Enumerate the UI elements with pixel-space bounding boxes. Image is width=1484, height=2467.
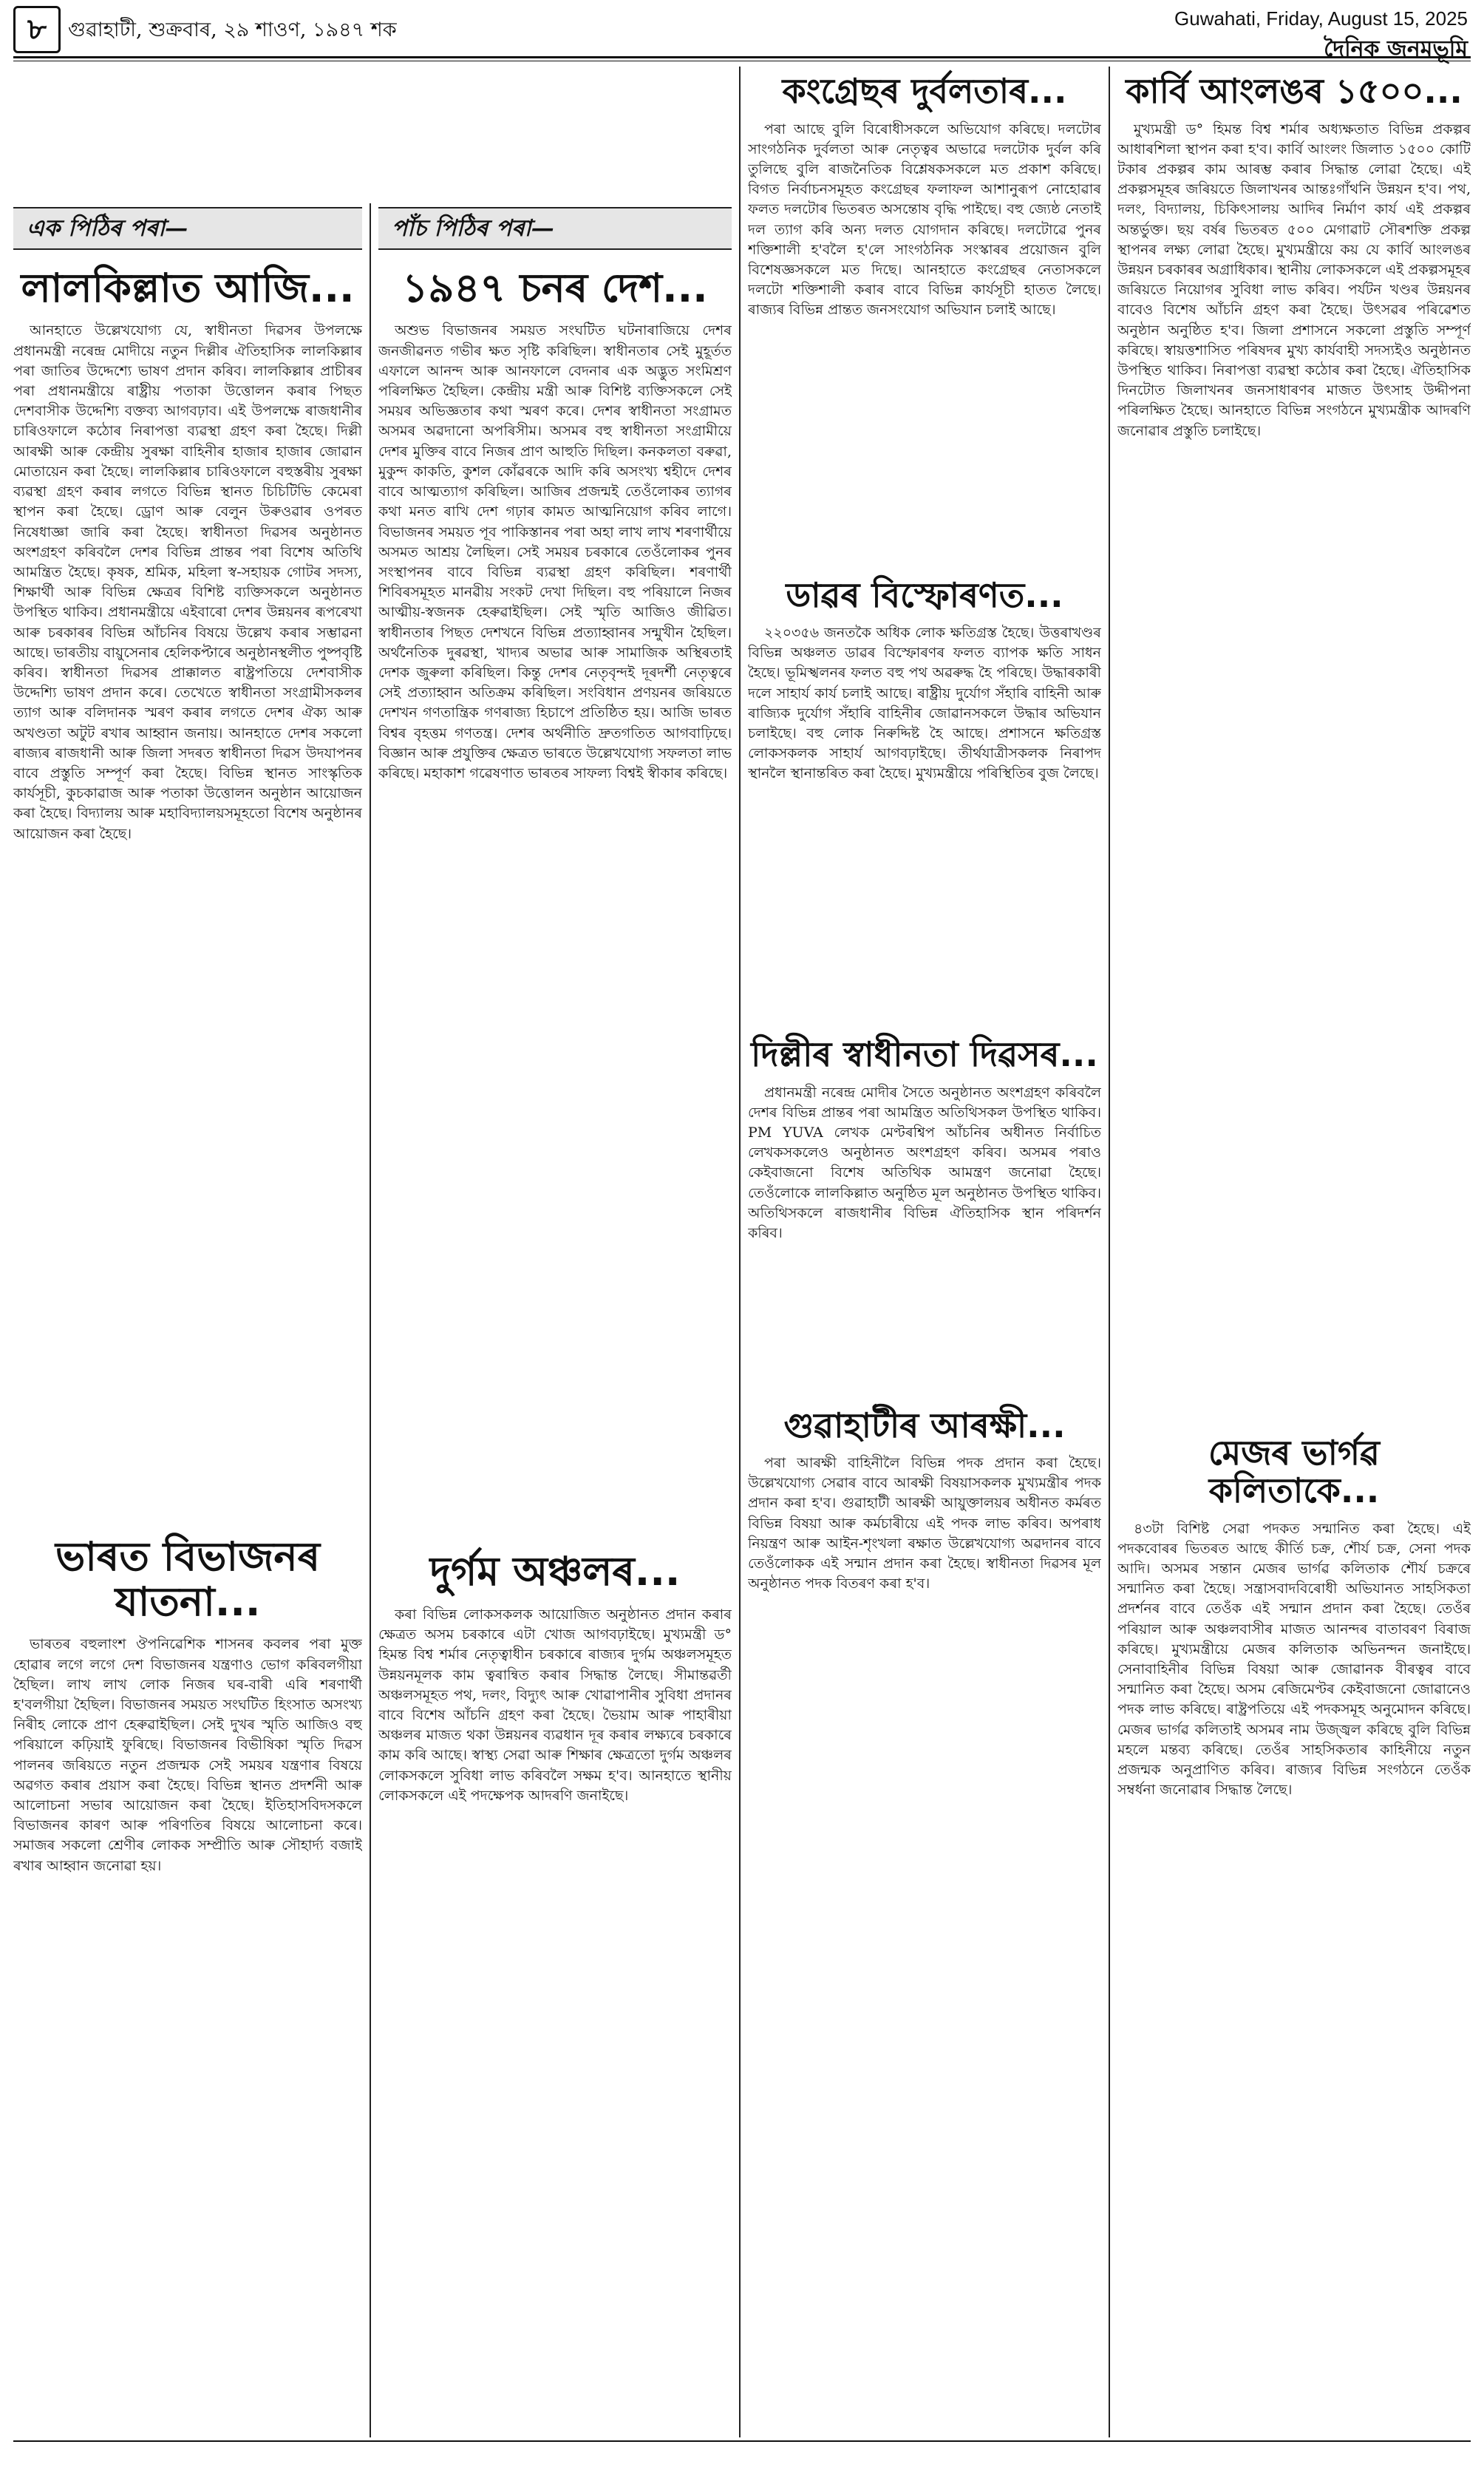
- headline-1947: ১৯৪৭ চনৰ দেশ...: [402, 265, 708, 311]
- headline-major-bhargav: মেজৰ ভাৰ্গৱ কলিতাকে...: [1208, 1432, 1380, 1511]
- column-3: [748, 67, 1101, 2432]
- column-rule-3: [1109, 67, 1110, 2437]
- article-guwahati-police: পৰা আৰক্ষী বাহিনীলৈ বিভিন্ন পদক প্ৰদান কৰা হৈছে। উল্লেখযোগ্য সেৱাৰ বাবে আৰক্ষী বিষয়াসকলক মুখ্যমন্ত্ৰীৰ পদক প্ৰদান কৰা হ'ব। গুৱাহাটী আৰক্ষী আয়ুক্তালয়ৰ অধীনত কৰ্মৰত বিভিন্ন বিষয়া আৰু কৰ্মচাৰীয়ে এই পদক লাভ কৰিব। অপৰাধ নিয়ন্ত্ৰণ আৰু আইন-শৃংখলা ৰক্ষাত উল্লেখযোগ্য অৱদানৰ বাবে তেওঁলোকক এই সন্মান প্ৰদান কৰা হৈছে। স্বাধীনতা দিৱসৰ মূল অনুষ্ঠানত পদক বিতৰণ কৰা হ'ব।: [748, 1455, 1101, 1592]
- column-2: [378, 67, 732, 2432]
- kicker-1: এক পিঠিৰ পৰা—: [13, 207, 362, 250]
- date-line: গুৱাহাটী, শুক্ৰবাৰ, ২৯ শাওণ, ১৯৪৭ শক: [68, 18, 397, 41]
- page-number: ৮: [13, 6, 61, 53]
- column-4: [1117, 67, 1471, 2432]
- article-1947: অশুভ বিভাজনৰ সময়ত সংঘটিত ঘটনাৰাজিয়ে দেশৰ জনজীৱনত গভীৰ ক্ষত সৃষ্টি কৰিছিল। স্বাধীনতাৰ সেই মুহূৰ্তত এফালে আনন্দ আৰু আনফালে বেদনাৰ এক অদ্ভুত সংমিশ্ৰণ পৰিলক্ষিত হৈছিল। কেন্দ্ৰীয় মন্ত্ৰী আৰু বিশিষ্ট ব্যক্তিসকলে সেই সময়ৰ অভিজ্ঞতাৰ কথা স্মৰণ কৰে। দেশৰ স্বাধীনতা সংগ্ৰামত অসমৰ অৱদানো অপৰিসীম। অসমৰ বহু স্বাধীনতা সংগ্ৰামীয়ে দেশৰ মুক্তিৰ বাবে নিজৰ প্ৰাণ আহুতি দিছিল। কনকলতা বৰুৱা, মুকুন্দ কাকতি, কুশল কোঁৱৰকে আদি কৰি অসংখ্য শ্বহীদে দেশৰ বাবে আত্মত্যাগ কৰিছিল। আজিৰ প্ৰজন্মই তেওঁলোকৰ ত্যাগৰ কথা মনত ৰাখি দেশ গঢ়াৰ কামত আত্মনিয়োগ কৰিব লাগে। বিভাজনৰ সময়ত পূব পাকিস্তানৰ পৰা অহা লাখ লাখ শৰণাৰ্থীয়ে অসমত আশ্ৰয় লৈছিল। সেই সময়ৰ চৰকাৰে তেওঁলোকৰ পুনৰ সংস্থাপনৰ বাবে বিভিন্ন ব্যৱস্থা গ্ৰহণ কৰিছিল। শৰণাৰ্থী শিবিৰসমূহত মানৱীয় সংকট দেখা দিছিল। বহু পৰিয়ালে নিজৰ আত্মীয়-স্বজনক হেৰুৱাইছিল। সেই স্মৃতি আজিও জীৱিত। স্বাধীনতাৰ পিছত দেশখনে বিভিন্ন প্ৰত্যাহ্বানৰ সন্মুখীন হৈছিল। অৰ্থনৈতিক দুৰৱস্থা, খাদ্যৰ অভাৱ আৰু সামাজিক অস্থিৰতাই দেশক জুৰুলা কৰিছিল। কিন্তু দেশৰ নেতৃবৃন্দই দূৰদৰ্শী নেতৃত্বৰে সেই প্ৰত্যাহ্বান অতিক্ৰম কৰিছিল। সংবিধান প্ৰণয়নৰ জৰিয়তে দেশখন গণতান্ত্ৰিক গণৰাজ্য হিচাপে প্ৰতিষ্ঠিত হয়। আজি ভাৰত বিশ্বৰ বৃহত্তম গণতন্ত্ৰ। দেশৰ অৰ্থনীতি দ্ৰুতগতিত আগবাঢ়িছে। বিজ্ঞান আৰু প্ৰযুক্তিৰ ক্ষেত্ৰত ভাৰতে উল্লেখযোগ্য সফলতা লাভ কৰিছে। মহাকাশ গৱেষণাত ভাৰতৰ সাফল্য বিশ্বই স্বীকাৰ কৰিছে।: [378, 322, 732, 781]
- headline-remote-areas: দুৰ্গম অঞ্চলৰ...: [429, 1548, 681, 1595]
- article-partition: ভাৰতৰ বহুলাংশ ঔপনিৱেশিক শাসনৰ কবলৰ পৰা মুক্ত হোৱাৰ লগে লগে দেশ বিভাজনৰ যন্ত্ৰণাও ভোগ কৰিবলগীয়া হৈছিল। লাখ লাখ লোক নিজৰ ঘৰ-বাৰী এৰি শৰণাৰ্থী হ'বলগীয়া হৈছিল। বিভাজনৰ সময়ত সংঘটিত হিংসাত অসংখ্য নিৰীহ লোকে প্ৰাণ হেৰুৱাইছিল। সেই দুখৰ স্মৃতি আজিও বহু পৰিয়ালে কঢ়িয়াই ফুৰিছে। বিভাজনৰ বিভীষিকা স্মৃতি দিৱস পালনৰ জৰিয়তে নতুন প্ৰজন্মক সেই সময়ৰ যন্ত্ৰণাৰ বিষয়ে অৱগত কৰাৰ প্ৰয়াস কৰা হৈছে। বিভিন্ন স্থানত প্ৰদৰ্শনী আৰু আলোচনা সভাৰ আয়োজন কৰা হৈছে। ইতিহাসবিদসকলে বিভাজনৰ কাৰণ আৰু পৰিণতিৰ বিষয়ে আলোচনা কৰে। সমাজৰ সকলো শ্ৰেণীৰ লোকক সম্প্ৰীতি আৰু সৌহাৰ্দ্য বজাই ৰখাৰ আহ্বান জনোৱা হয়।: [13, 1636, 362, 1874]
- headline-lalkilla: লালকিল্লাত আজি...: [21, 265, 355, 311]
- headline-guwahati-police: গুৱাহাটীৰ আৰক্ষী...: [783, 1405, 1066, 1445]
- column-rule-1: [370, 203, 371, 2437]
- headline-partition: ভাৰত বিভাজনৰ যাতনা...: [55, 1533, 320, 1625]
- article-remote-areas: কৰা বিভিন্ন লোকসকলক আয়োজিত অনুষ্ঠানত প্ৰদান কৰাৰ ক্ষেত্ৰত অসম চৰকাৰে এটা খোজ আগবঢ়াইছে। মুখ্যমন্ত্ৰী ড° হিমন্ত বিশ্ব শৰ্মাৰ নেতৃত্বাধীন চৰকাৰে ৰাজ্যৰ দুৰ্গম অঞ্চলসমূহত উন্নয়নমূলক কাম ত্বৰান্বিত কৰাৰ সিদ্ধান্ত লৈছে। সীমান্তৱৰ্তী অঞ্চলসমূহত পথ, দলং, বিদ্যুৎ আৰু খোৱাপানীৰ সুবিধা প্ৰদানৰ বাবে বিশেষ আঁচনি গ্ৰহণ কৰা হৈছে। ভৈয়াম আৰু পাহাৰীয়া অঞ্চলৰ মাজত থকা উন্নয়নৰ ব্যৱধান দূৰ কৰাৰ লক্ষ্যৰে চৰকাৰে কাম কৰি আছে। স্বাস্থ্য সেৱা আৰু শিক্ষাৰ ক্ষেত্ৰতো দুৰ্গম অঞ্চলৰ লোকসকলে সুবিধা লাভ কৰিবলৈ সক্ষম হ'ব। আনহাতে স্থানীয় লোকসকলে এই পদক্ষেপক আদৰণি জনাইছে।: [378, 1606, 732, 1804]
- article-major-bhargav: ৪৩টা বিশিষ্ট সেৱা পদকত সন্মানিত কৰা হৈছে। এই পদকবোৰৰ ভিতৰত আছে কীৰ্তি চক্ৰ, শৌৰ্য চক্ৰ, সেনা পদক আদি। অসমৰ সন্তান মেজৰ ভাৰ্গৱ কলিতাক শৌৰ্য চক্ৰৰে সন্মানিত কৰা হৈছে। সন্ত্ৰাসবাদবিৰোধী অভিযানত সাহসিকতা প্ৰদৰ্শনৰ বাবে তেওঁক এই সন্মান প্ৰদান কৰা হৈছে। তেওঁৰ পৰিয়াল আৰু অঞ্চলবাসীৰ মাজত আনন্দৰ বাতাবৰণ বিৰাজ কৰিছে। মুখ্যমন্ত্ৰীয়ে মেজৰ কলিতাক অভিনন্দন জনাইছে। সেনাবাহিনীৰ বিভিন্ন বিষয়া আৰু জোৱানক বীৰত্বৰ বাবে সন্মানিত কৰা হৈছে। অসম ৰেজিমেণ্টৰ কেইবাজনো জোৱানেও পদক লাভ কৰিছে। ৰাষ্ট্ৰপতিয়ে এই পদকসমূহ অনুমোদন কৰিছে। মেজৰ ভাৰ্গৱ কলিতাই অসমৰ নাম উজ্জ্বল কৰিছে বুলি বিভিন্ন মহলে মন্তব্য কৰিছে। তেওঁৰ সাহসিকতাৰ কাহিনীয়ে নতুন প্ৰজন্মক অনুপ্ৰাণিত কৰিব। ৰাজ্যৰ বিভিন্ন সংগঠনে তেওঁক সম্বৰ্ধনা জনোৱাৰ সিদ্ধান্ত লৈছে।: [1117, 1520, 1471, 1799]
- article-congress: পৰা আছে বুলি বিৰোধীসকলে অভিযোগ কৰিছে। দলটোৰ সাংগঠনিক দুৰ্বলতা আৰু নেতৃত্বৰ অভাৱে দলটোক দুৰ্বল কৰি তুলিছে বুলি ৰাজনৈতিক বিশ্লেষকসকলে মত প্ৰকাশ কৰিছে। বিগত নিৰ্বাচনসমূহত কংগ্ৰেছৰ ফলাফল আশানুৰূপ নোহোৱাৰ ফলত দলটোৰ ভিতৰত অসন্তোষ বৃদ্ধি পাইছে। বহু জ্যেষ্ঠ নেতাই দল ত্যাগ কৰি অন্য দলত যোগদান কৰিছে। দলটোৱে পুনৰ শক্তিশালী হ'বলৈ হ'লে সাংগঠনিক সংস্কাৰৰ প্ৰয়োজন বুলি বিশেষজ্ঞসকলে মত দিছে। আনহাতে কংগ্ৰেছৰ নেতাসকলে দলটো শক্তিশালী কৰাৰ বাবে বিভিন্ন কাৰ্যসূচী হাতত লৈছে। ৰাজ্যৰ বিভিন্ন প্ৰান্তত জনসংযোগ অভিযান চলাই আছে।: [748, 121, 1101, 319]
- article-delhi: প্ৰধানমন্ত্ৰী নৰেন্দ্ৰ মোদীৰ সৈতে অনুষ্ঠানত অংশগ্ৰহণ কৰিবলৈ দেশৰ বিভিন্ন প্ৰান্তৰ পৰা আমন্ত্ৰিত অতিথিসকল উপস্থিত থাকিব। PM YUVA লেখক মেণ্টৰশ্বিপ আঁচনিৰ অধীনত নিৰ্বাচিত লেখকসকলেও অনুষ্ঠানত অংশগ্ৰহণ কৰিব। অসমৰ পৰাও কেইবাজনো বিশেষ অতিথিক আমন্ত্ৰণ জনোৱা হৈছে। তেওঁলোকে লালকিল্লাত অনুষ্ঠিত মূল অনুষ্ঠানত উপস্থিত থাকিব। অতিথিসকলে ৰাজধানীৰ বিভিন্ন ঐতিহাসিক স্থান পৰিদৰ্শন কৰিব।: [748, 1084, 1101, 1241]
- headline-congress: কংগ্ৰেছৰ দুৰ্বলতাৰ...: [782, 71, 1067, 111]
- headline-delhi: দিল্লীৰ স্বাধীনতা দিৱসৰ...: [751, 1034, 1098, 1075]
- headline-karbi-anglong: কাৰ্বি আংলঙৰ ১৫০০...: [1126, 71, 1463, 111]
- article-cloudburst: ২২০৩৫৬ জনতকৈ অধিক লোক ক্ষতিগ্ৰস্ত হৈছে। উত্তৰাখণ্ডৰ বিভিন্ন অঞ্চলত ডাৱৰ বিস্ফোৰণৰ ফলত ব্যাপক ক্ষতি সাধন হৈছে। ভূমিস্খলনৰ ফলত বহু পথ অৱৰুদ্ধ হৈ পৰিছে। উদ্ধাৰকাৰী দলে সাহাৰ্য কাৰ্য চলাই আছে। ৰাষ্ট্ৰীয় দুৰ্যোগ সঁহাৰি বাহিনী আৰু ৰাজ্যিক দুৰ্যোগ সঁহাৰি বাহিনীৰ জোৱানসকলে উদ্ধাৰ অভিযান চলাইছে। বহু লোক নিৰুদ্দিষ্ট হৈ আছে। প্ৰশাসনে ক্ষতিগ্ৰস্ত লোকসকলক সাহাৰ্য আগবঢ়াইছে। তীৰ্থযাত্ৰীসকলক নিৰাপদ স্থানলৈ স্থানান্তৰিত কৰা হৈছে। মুখ্যমন্ত্ৰীয়ে পৰিস্থিতিৰ বুজ লৈছে।: [748, 625, 1101, 782]
- kicker-2: পাঁচ পিঠিৰ পৰা—: [378, 207, 732, 250]
- article-lalkilla: আনহাতে উল্লেখযোগ্য যে, স্বাধীনতা দিৱসৰ উপলক্ষে প্ৰধানমন্ত্ৰী নৰেন্দ্ৰ মোদীয়ে নতুন দিল্লীৰ ঐতিহাসিক লালকিল্লাৰ পৰা জাতিৰ উদ্দেশ্যে ভাষণ প্ৰদান কৰিব। লালকিল্লাৰ প্ৰাচীৰৰ পৰা প্ৰধানমন্ত্ৰীয়ে ৰাষ্ট্ৰীয় পতাকা উত্তোলন কৰাৰ পিছত দেশবাসীক উদ্দেশ্যি বক্তব্য আগবঢ়াব। এই উপলক্ষে ৰাজধানীৰ চাৰিওফালে কঠোৰ নিৰাপত্তা ব্যৱস্থা গ্ৰহণ কৰা হৈছে। দিল্লী আৰক্ষী আৰু কেন্দ্ৰীয় সুৰক্ষা বাহিনীৰ হাজাৰ হাজাৰ জোৱান মোতায়েন কৰা হৈছে। লালকিল্লাৰ চাৰিওফালে বহুস্তৰীয় সুৰক্ষা ব্যৱস্থা গ্ৰহণ কৰাৰ লগতে বিভিন্ন স্থানত চিচিটিভি কেমেৰা স্থাপন কৰা হৈছে। ড্ৰোণ আৰু বেলুন উৰুওৱাৰ ওপৰত নিষেধাজ্ঞা জাৰি কৰা হৈছে। স্বাধীনতা দিৱসৰ অনুষ্ঠানত অংশগ্ৰহণ কৰিবলৈ দেশৰ বিভিন্ন প্ৰান্তৰ পৰা বিশেষ অতিথি আমন্ত্ৰিত হৈছে। কৃষক, শ্ৰমিক, মহিলা স্ব-সহায়ক গোটৰ সদস্য, শিক্ষাৰ্থী আৰু বিভিন্ন ক্ষেত্ৰৰ বিশিষ্ট ব্যক্তিসকলে অনুষ্ঠানত উপস্থিত থাকিব। প্ৰধানমন্ত্ৰীয়ে এইবাৰো দেশৰ উন্নয়নৰ ৰূপৰেখা আৰু চৰকাৰৰ বিভিন্ন আঁচনিৰ বিষয়ে উল্লেখ কৰাৰ সম্ভাৱনা আছে। ভাৰতীয় বায়ুসেনাৰ হেলিকপ্টাৰে অনুষ্ঠানস্থলীত পুষ্পবৃষ্টি কৰিব। স্বাধীনতা দিৱসৰ প্ৰাক্কালত ৰাষ্ট্ৰপতিয়ে দেশবাসীক উদ্দেশ্যি ভাষণ প্ৰদান কৰে। তেখেতে স্বাধীনতা সংগ্ৰামীসকলৰ ত্যাগ আৰু বলিদানক স্মৰণ কৰাৰ লগতে দেশৰ ঐক্য আৰু অখণ্ডতা অটুট ৰখাৰ আহ্বান জনায়। আনহাতে দেশৰ সকলো ৰাজ্যৰ ৰাজধানী আৰু জিলা সদৰত স্বাধীনতা দিৱস উদযাপনৰ বাবে প্ৰস্তুতি সম্পূৰ্ণ কৰা হৈছে। বিভিন্ন স্থানত সাংস্কৃতিক কাৰ্যসূচী, কুচকাৱাজ আৰু পতাকা উত্তোলন অনুষ্ঠান আয়োজন কৰা হৈছে। বিদ্যালয় আৰু মহাবিদ্যালয়সমূহতো বিশেষ অনুষ্ঠানৰ আয়োজন কৰা হৈছে।: [13, 322, 362, 842]
- header-rule: [13, 56, 1471, 58]
- column-rule-2: [739, 67, 741, 2437]
- footer-rule: [13, 2440, 1471, 2442]
- date-line-english: Guwahati, Friday, August 15, 2025: [1174, 7, 1468, 30]
- article-karbi-anglong: মুখ্যমন্ত্ৰী ড° হিমন্ত বিশ্ব শৰ্মাৰ অধ্যক্ষতাত বিভিন্ন প্ৰকল্পৰ আধাৰশিলা স্থাপন কৰা হ'ব। কাৰ্বি আংলং জিলাত ১৫০০ কোটি টকাৰ প্ৰকল্পৰ কাম আৰম্ভ কৰাৰ সিদ্ধান্ত লোৱা হৈছে। এই প্ৰকল্পসমূহৰ জৰিয়তে জিলাখনৰ আন্তঃগাঁথনি উন্নয়ন হ'ব। পথ, দলং, বিদ্যালয়, চিকিৎসালয় আদিৰ নিৰ্মাণ কাৰ্য এই প্ৰকল্পৰ অন্তৰ্ভুক্ত। ছয় বৰ্ষৰ ভিতৰত ৫০০ মেগাৱাট সৌৰশক্তি প্ৰকল্প স্থাপনৰ লক্ষ্য লোৱা হৈছে। মুখ্যমন্ত্ৰীয়ে কয় যে কাৰ্বি আংলঙৰ উন্নয়ন চৰকাৰৰ অগ্ৰাধিকাৰ। স্থানীয় লোকসকলে এই প্ৰকল্পসমূহৰ জৰিয়তে নিয়োগৰ সুবিধা লাভ কৰিব। পৰ্যটন খণ্ডৰ উন্নয়নৰ বাবেও বিশেষ আঁচনি গ্ৰহণ কৰা হৈছে। উৎসৱৰ পৰিৱেশত অনুষ্ঠান অনুষ্ঠিত হ'ব। জিলা প্ৰশাসনে সকলো প্ৰস্তুতি সম্পূৰ্ণ কৰিছে। স্বায়ত্তশাসিত পৰিষদৰ মুখ্য কাৰ্যবাহী সদস্যইও অনুষ্ঠানত উপস্থিত থাকিব। নিৰাপত্তা ব্যৱস্থা কঠোৰ কৰা হৈছে। ঐতিহাসিক দিনটোত জিলাখনৰ জনসাধাৰণৰ মাজত উৎসাহ উদ্দীপনা পৰিলক্ষিত হৈছে। আনহাতে বিভিন্ন সংগঠনে মুখ্যমন্ত্ৰীক আদৰণি জনোৱাৰ প্ৰস্তুতি চলাইছে।: [1117, 121, 1471, 439]
- headline-cloudburst: ডাৱৰ বিস্ফোৰণত...: [786, 574, 1063, 615]
- column-1: [13, 67, 362, 2432]
- masthead-brand: দৈনিক জনমভূমি: [1324, 36, 1468, 62]
